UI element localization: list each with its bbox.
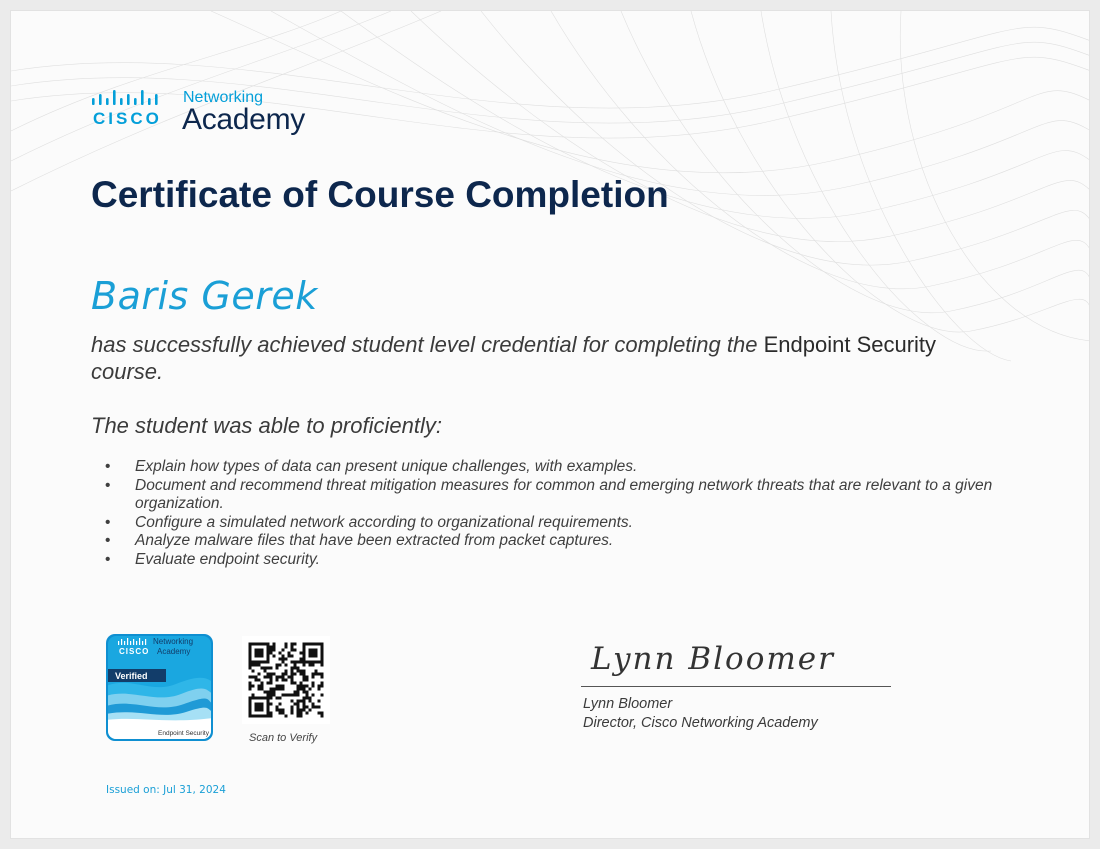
achievement-prefix: has successfully achieved student level credential for completing the (91, 332, 758, 357)
badge-academy-text: Academy (157, 647, 191, 656)
issue-date-value: Jul 31, 2024 (163, 784, 226, 796)
badge-cisco-wordmark: CISCO (119, 647, 150, 656)
issue-date-label: Issued on: (106, 784, 160, 796)
issue-date (106, 784, 226, 796)
scan-to-verify-label: Scan to Verify (249, 732, 318, 744)
course-name: Endpoint Security (763, 332, 937, 357)
achievement-statement (91, 331, 1011, 385)
signer-title: Director, Cisco Networking Academy (583, 715, 818, 731)
objective-item: • Document and recommend threat mitigation measures for common and emerging network threats that are relevant to a given organization. (99, 477, 1039, 514)
badge-verified-label: Verified (115, 671, 148, 681)
signature-line (581, 686, 891, 687)
cisco-networking-academy-logo (91, 81, 331, 141)
learning-objectives-list (99, 458, 1039, 569)
objective-item: • Analyze malware files that have been extracted from packet captures. (99, 532, 1039, 551)
signature-block (581, 641, 911, 751)
verified-course-badge[interactable] (106, 634, 213, 741)
logo-academy-text: Academy (182, 103, 305, 136)
badge-networking-text: Networking (153, 637, 194, 646)
cisco-bridge-bars-icon (91, 89, 161, 109)
recipient-name: Baris Gerek (91, 274, 318, 318)
objective-item: • Explain how types of data can present unique challenges, with examples. (99, 458, 1039, 477)
badge-course-label: Endpoint Security (158, 730, 209, 737)
achievement-suffix: course. (91, 359, 164, 384)
objective-item: • Evaluate endpoint security. (99, 551, 1039, 570)
logo-networking-text: Networking (183, 89, 264, 106)
verification-qr-code[interactable] (242, 636, 330, 724)
logo-cisco-wordmark: CISCO (93, 109, 162, 128)
handwritten-signature: Lynn Bloomer (591, 641, 835, 677)
proficiency-intro: The student was able to proficiently: (91, 413, 442, 438)
signer-name: Lynn Bloomer (583, 696, 673, 712)
certificate-title: Certificate of Course Completion (91, 174, 669, 215)
objective-item: • Configure a simulated network according to organizational requirements. (99, 514, 1039, 533)
certificate-sheet (10, 10, 1090, 839)
